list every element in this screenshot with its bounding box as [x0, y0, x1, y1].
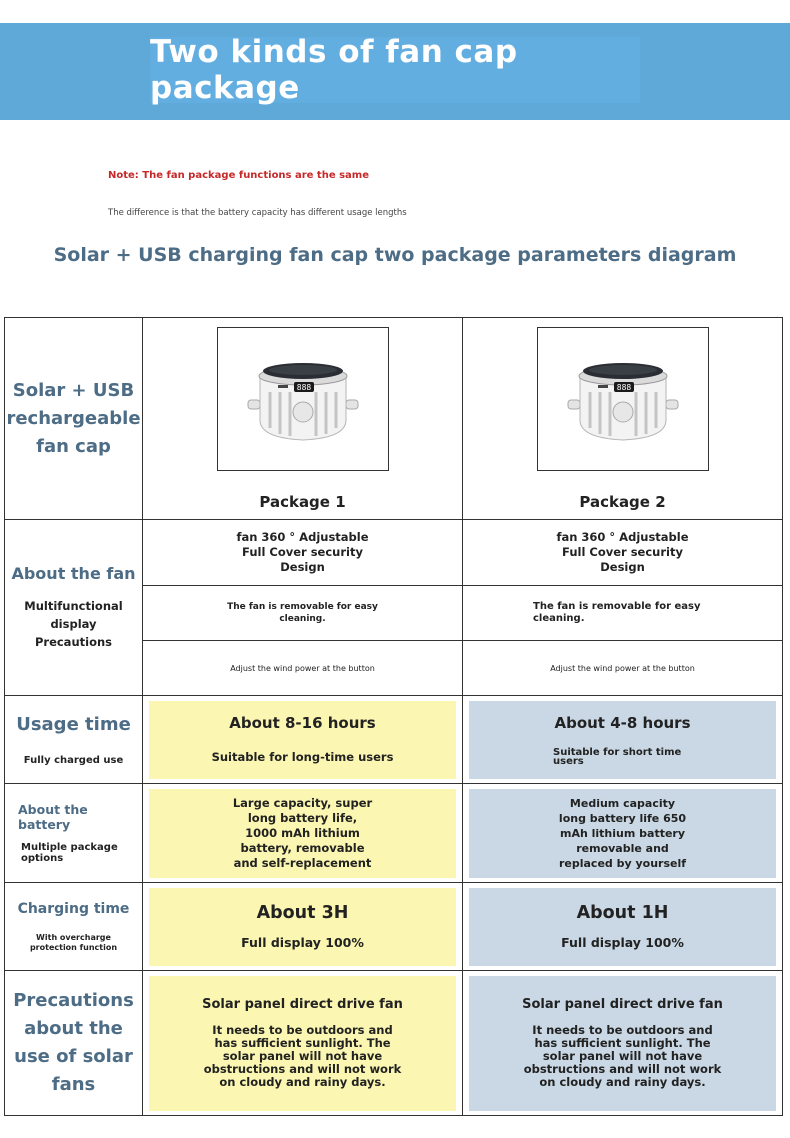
- precautions-box-p2: Solar panel direct drive fan It needs to be outdoors and has sufficient sunlight. The solar panel will not have obstructions and will not work on cloudy and rainy days.: [469, 976, 776, 1111]
- row-label-precautions: Precautions about the use of solar fans: [5, 971, 143, 1116]
- wind-cell-p1: Adjust the wind power at the button: [143, 641, 463, 696]
- removable-cell-p2: The fan is removable for easy cleaning.: [463, 586, 783, 641]
- fan-cap-image: [538, 328, 708, 470]
- fan-cap-image: [218, 328, 388, 470]
- precautions-cell-p1: [143, 971, 463, 1116]
- svg-text:888: 888: [616, 382, 631, 392]
- usage-cell-p2: [463, 696, 783, 784]
- precautions-box-p1: Solar panel direct drive fan It needs to be outdoors and has sufficient sunlight. The solar panel will not have obstructions and will not work on cloudy and rainy days.: [149, 976, 456, 1111]
- product-image: [217, 327, 389, 471]
- charging-cell-p1: [143, 883, 463, 971]
- design-cell-p1: fan 360 ° Adjustable Full Cover security Design: [143, 520, 463, 586]
- row-label-charging: Charging time With overcharge protection function: [5, 883, 143, 971]
- usage-cell-p1: [143, 696, 463, 784]
- table-row: [5, 883, 783, 971]
- package-2-label: Package 2: [579, 492, 666, 511]
- table-row: [5, 318, 783, 520]
- charging-box-p2: About 1H Full display 100%: [469, 888, 776, 966]
- removable-cell-p1: The fan is removable for easy cleaning.: [143, 586, 463, 641]
- battery-box-p2: Medium capacity long battery life 650 mAh lithium battery removable and replaced by yourself: [469, 789, 776, 878]
- row-label-usage: Usage time Fully charged use: [5, 696, 143, 784]
- battery-cell-p2: [463, 784, 783, 883]
- row-label-fan: About the fan Multifunctional display Precautions: [5, 520, 143, 696]
- table-row: [5, 971, 783, 1116]
- usage-box-p1: About 8-16 hours Suitable for long-time users: [149, 701, 456, 779]
- package-1-cell: [143, 318, 463, 520]
- package-1-label: Package 1: [259, 492, 346, 511]
- charging-box-p1: About 3H Full display 100%: [149, 888, 456, 966]
- header-title-box: [150, 34, 640, 106]
- charging-cell-p2: [463, 883, 783, 971]
- battery-box-p1: Large capacity, super long battery life, 1000 mAh lithium battery, removable and self-replacement: [149, 789, 456, 878]
- header-banner: [0, 23, 790, 120]
- usage-box-p2: About 4-8 hours Suitable for short time users: [469, 701, 776, 779]
- row-label-battery: About the battery Multiple package options: [5, 784, 143, 883]
- table-row: [5, 520, 783, 586]
- row-label-product: Solar + USB rechargeable fan cap: [5, 318, 143, 520]
- table-row: [5, 696, 783, 784]
- svg-text:888: 888: [296, 382, 311, 392]
- note-text: Note: The fan package functions are the same: [108, 170, 369, 181]
- battery-cell-p1: [143, 784, 463, 883]
- diagram-subtitle: Solar + USB charging fan cap two package parameters diagram: [53, 244, 737, 266]
- table-row: [5, 784, 783, 883]
- product-image: [537, 327, 709, 471]
- difference-text: The difference is that the battery capacity has different usage lengths: [108, 208, 407, 218]
- parameters-table: [4, 317, 783, 1116]
- precautions-cell-p2: [463, 971, 783, 1116]
- wind-cell-p2: Adjust the wind power at the button: [463, 641, 783, 696]
- design-cell-p2: fan 360 ° Adjustable Full Cover security Design: [463, 520, 783, 586]
- package-2-cell: [463, 318, 783, 520]
- page-title: Two kinds of fan cap package: [150, 34, 518, 106]
